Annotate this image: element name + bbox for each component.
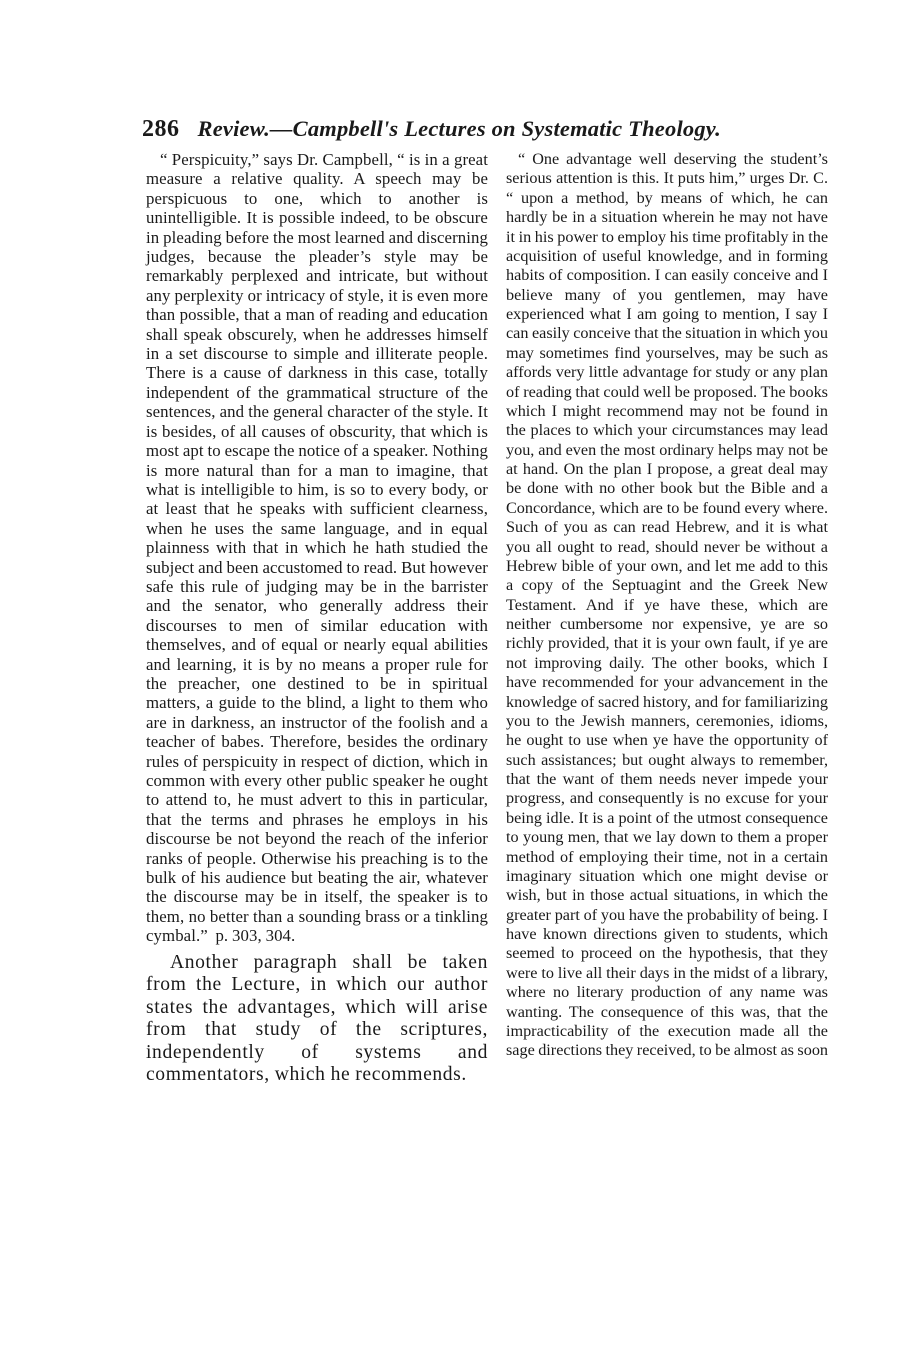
- running-head: Review.—Campbell's Lectures on Systematic Theology.: [197, 116, 721, 141]
- page-citation: p. 303, 304.: [215, 926, 296, 946]
- quote-text: “ Perspicuity,” says Dr. Campbell, “ is in a great measure a relative quality. A speech may be perspicuous to one, which to another is unintelligible. It is possible indeed, to be obscure in pleading before the most learned and discerning judges, because the pleader’s style may be remarkably perplexed and intricate, but without any perplexity or intricacy of style, it is even more than possible, that a man of reading and education shall speak obscurely, when he addresses himself in a set discourse to simple and illiterate people. There is a cause of darkness in this case, totally independent of the grammatical structure of the sentences, and the general character of the style. It is besides, of all causes of obscurity, that which is most apt to escape the notice of a speaker. Nothing is more natural than for a man to imagine, that what is intelligible to him, is so to every body, or at least that he speaks with sufficient clearness, when he uses the same language, and in equal plainness with that in which he hath studied the subject and been accustomed to read. But however safe this rule of judging may be in the barrister and the senator, who generally address their discourses to men of similar education with themselves, and of equal or nearly equal abilities and learning, it is by no means a proper rule for the preacher, one destined to be in spiritual matters, a guide to the blind, a light to them who are in darkness, an instructor of the foolish and a teacher of babes. Therefore, besides the ordinary rules of perspicuity in respect of diction, which in common with every other public speaker he ought to attend to, he must advert to this in particular, that the terms and phrases he employs in his discourse be not beyond the reach of the inferior ranks of people. Otherwise his preaching is to the bulk of his audience but beating the air, whatever the discourse may be in itself, the speaker is to them, no better than a sounding brass or a tinkling cymbal.”: [146, 150, 488, 946]
- page-number: 286: [142, 116, 180, 142]
- campbell-study-quote: “ One advantage well deserving the student’s serious attention is this. It puts him,” urges Dr. C. “ upon a method, by means of which, he can hardly be in a situation wherein he may not have it in his power to employ his time profitably in the acquisition of useful knowledge, and in forming habits of composition. I can easily conceive and I believe many of you gentlemen, may have experienced what I am going to mention, I say I can easily conceive that the situation in which you may sometimes find yourselves, may be such as affords very little advantage for study or any plan of reading that could well be proposed. The books which I might recommend may not be found in the places to which your circumstances may lead you, and even the most ordinary helps may not be at hand. On the plan I propose, a great deal may be done with no other book but the Bible and a Concordance, which are to be found every where. Such of you as can read Hebrew, and it is what you all ought to read, should never be without a Hebrew bible of your own, and let me add to this a copy of the Septuagint and the Greek New Testament. And if ye have these, which are neither cumbersome nor expensive, ye are so richly provided, that it is your own fault, if ye are not improving daily. The other books, which I have recommended for your advancement in the knowledge of sacred history, and for familiarizing you to the Jewish manners, ceremonies, idioms, he ought to use when ye have the opportunity of such assistances; but ought always to remember, that the want of them needs never impede your progress, and consequently is no excuse for your being idle. It is a point of the utmost consequence to young men, that we lay down to them a proper method of employing their time, not in a certain imaginary situation which one might devise or wish, but in those actual situations, in which the greater part of you have the probability of being. I have known directions given to students, which seemed to proceed on the hypothesis, that they were to live all their days in the midst of a library, where no literary production of any name was wanting. The consequence of this was, that the impracticability of the execution made all the sage directions they received, to be almost as soon: [506, 150, 829, 1060]
- campbell-perspicuity-quote: [146, 150, 488, 946]
- left-column: [146, 150, 488, 1087]
- reviewer-paragraph: Another paragraph shall be taken from the Lecture, in which our author states the advantages, which will arise from that study of the scriptures, independently of systems and commentators, which he recommends.: [146, 951, 488, 1086]
- right-column: [506, 150, 828, 1061]
- page-header: [142, 116, 822, 148]
